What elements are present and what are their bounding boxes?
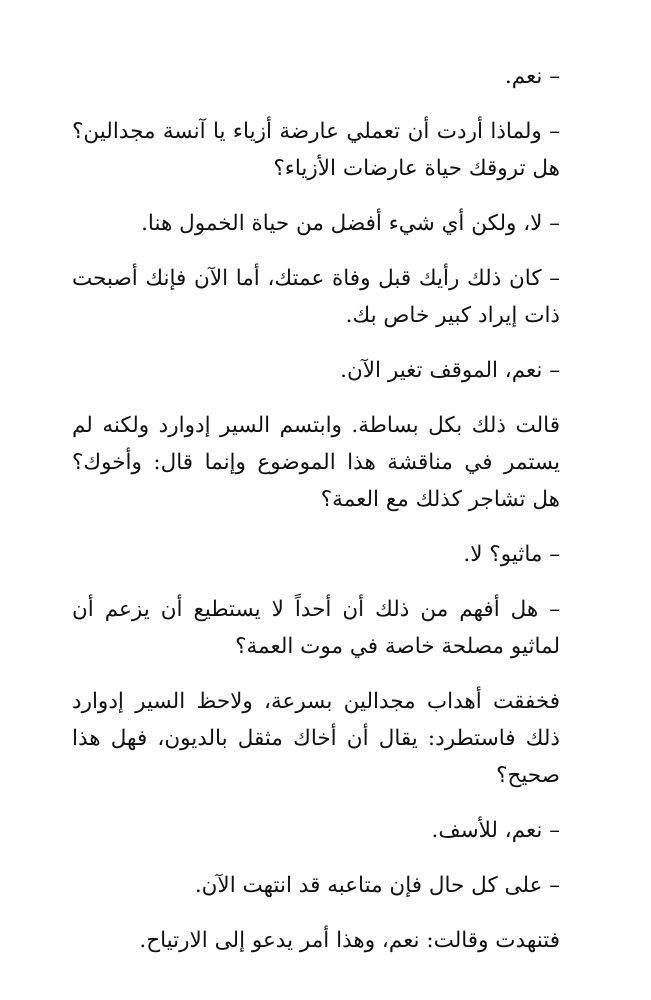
paragraph-10: – نعم، للأسف. [431,818,560,843]
paragraph-1: – نعم. [504,64,560,89]
paragraph-7: – ماثيو؟ لا. [463,542,560,567]
book-page [72,58,582,977]
paragraph-5: – نعم، الموقف تغير الآن. [340,358,560,383]
paragraph-12: فتنهدت وقالت: نعم، وهذا أمر يدعو إلى الارتياح. [139,928,560,953]
paragraph-9: فخفقت أهداب مجدالين بسرعة، ولاحظ السير إدوارد ذلك فاستطرد: يقال أن أخاك مثقل بالديون، فهل هذا صحيح؟ [72,689,560,788]
paragraph-6: قالت ذلك بكل بساطة. وابتسم السير إدوارد ولكنه لم يستمر في مناقشة هذا الموضوع وإنما قال: وأخوك؟ هل تشاجر كذلك مع العمة؟ [72,413,560,512]
paragraph-3: – لا، ولكن أي شيء أفضل من حياة الخمول هنا. [141,211,560,236]
paragraph-8: – هل أفهم من ذلك أن أحداً لا يستطيع أن يزعم أن لماثيو مصلحة خاصة في موت العمة؟ [72,597,560,659]
paragraph-2: – ولماذا أردت أن تعملي عارضة أزياء يا آنسة مجدالين؟ هل تروقك حياة عارضات الأزياء؟ [72,119,560,181]
paragraph-4: – كان ذلك رأيك قبل وفاة عمتك، أما الآن فإنك أصبحت ذات إيراد كبير خاص بك. [72,266,560,328]
paragraph-11: – على كل حال فإن متاعبه قد انتهت الآن. [194,873,560,898]
